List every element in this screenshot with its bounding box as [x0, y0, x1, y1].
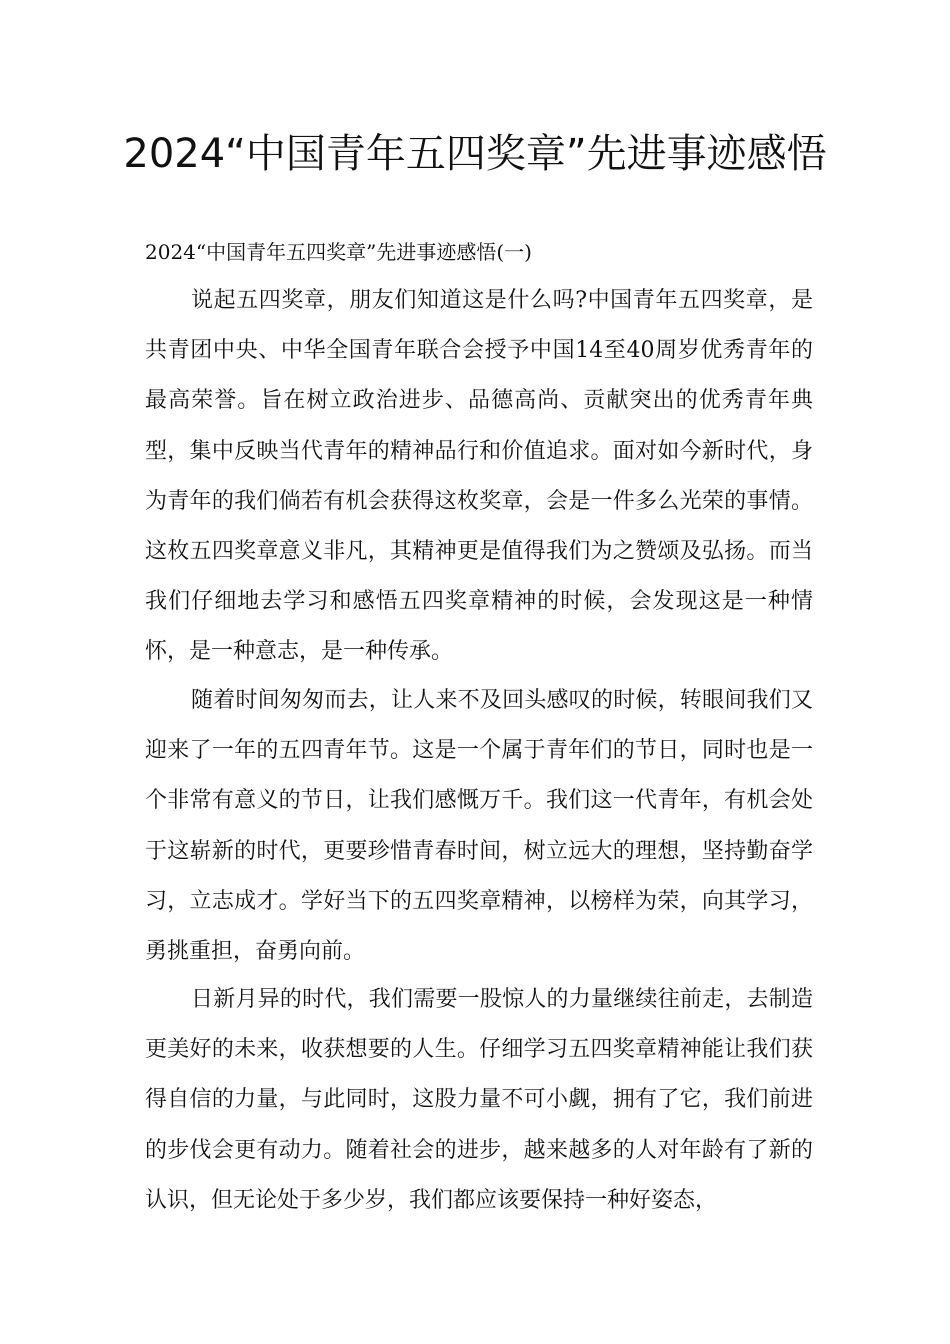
paragraph-1: 说起五四奖章，朋友们知道这是什么吗?中国青年五四奖章，是共青团中央、中华全国青年联合会授予中国14至40周岁优秀青年的最高荣誉。旨在树立政治进步、品德高尚、贡献突出的优秀青年典型，集中反映当代青年的精神品行和价值追求。面对如今新时代，身为青年的我们倘若有机会获得这枚奖章，会是一件多么光荣的事情。这枚五四奖章意义非凡，其精神更是值得我们为之赞颂及弘扬。而当我们仔细地去学习和感悟五四奖章精神的时候，会发现这是一种情怀，是一种意志，是一种传承。	[145, 288, 813, 665]
section-heading: 2024“中国青年五四奖章”先进事迹感悟(一)	[145, 240, 532, 264]
paragraph-2: 随着时间匆匆而去，让人来不及回头感叹的时候，转眼间我们又迎来了一年的五四青年节。这是一个属于青年们的节日，同时也是一个非常有意义的节日，让我们感慨万千。我们这一代青年，有机会处于这崭新的时代，更要珍惜青春时间，树立远大的理想，坚持勤奋学习，立志成才。学好当下的五四奖章精神，以榜样为荣，向其学习，勇挑重担，奋勇向前。	[145, 688, 813, 965]
paragraph-3: 日新月异的时代，我们需要一股惊人的力量继续往前走，去制造更美好的未来，收获想要的人生。仔细学习五四奖章精神能让我们获得自信的力量，与此同时，这股力量不可小觑，拥有了它，我们前进的步伐会更有动力。随着社会的进步，越来越多的人对年龄有了新的认识，但无论处于多少岁，我们都应该要保持一种好姿态，	[145, 987, 813, 1213]
document-title: 2024“中国青年五四奖章”先进事迹感悟	[123, 131, 827, 177]
